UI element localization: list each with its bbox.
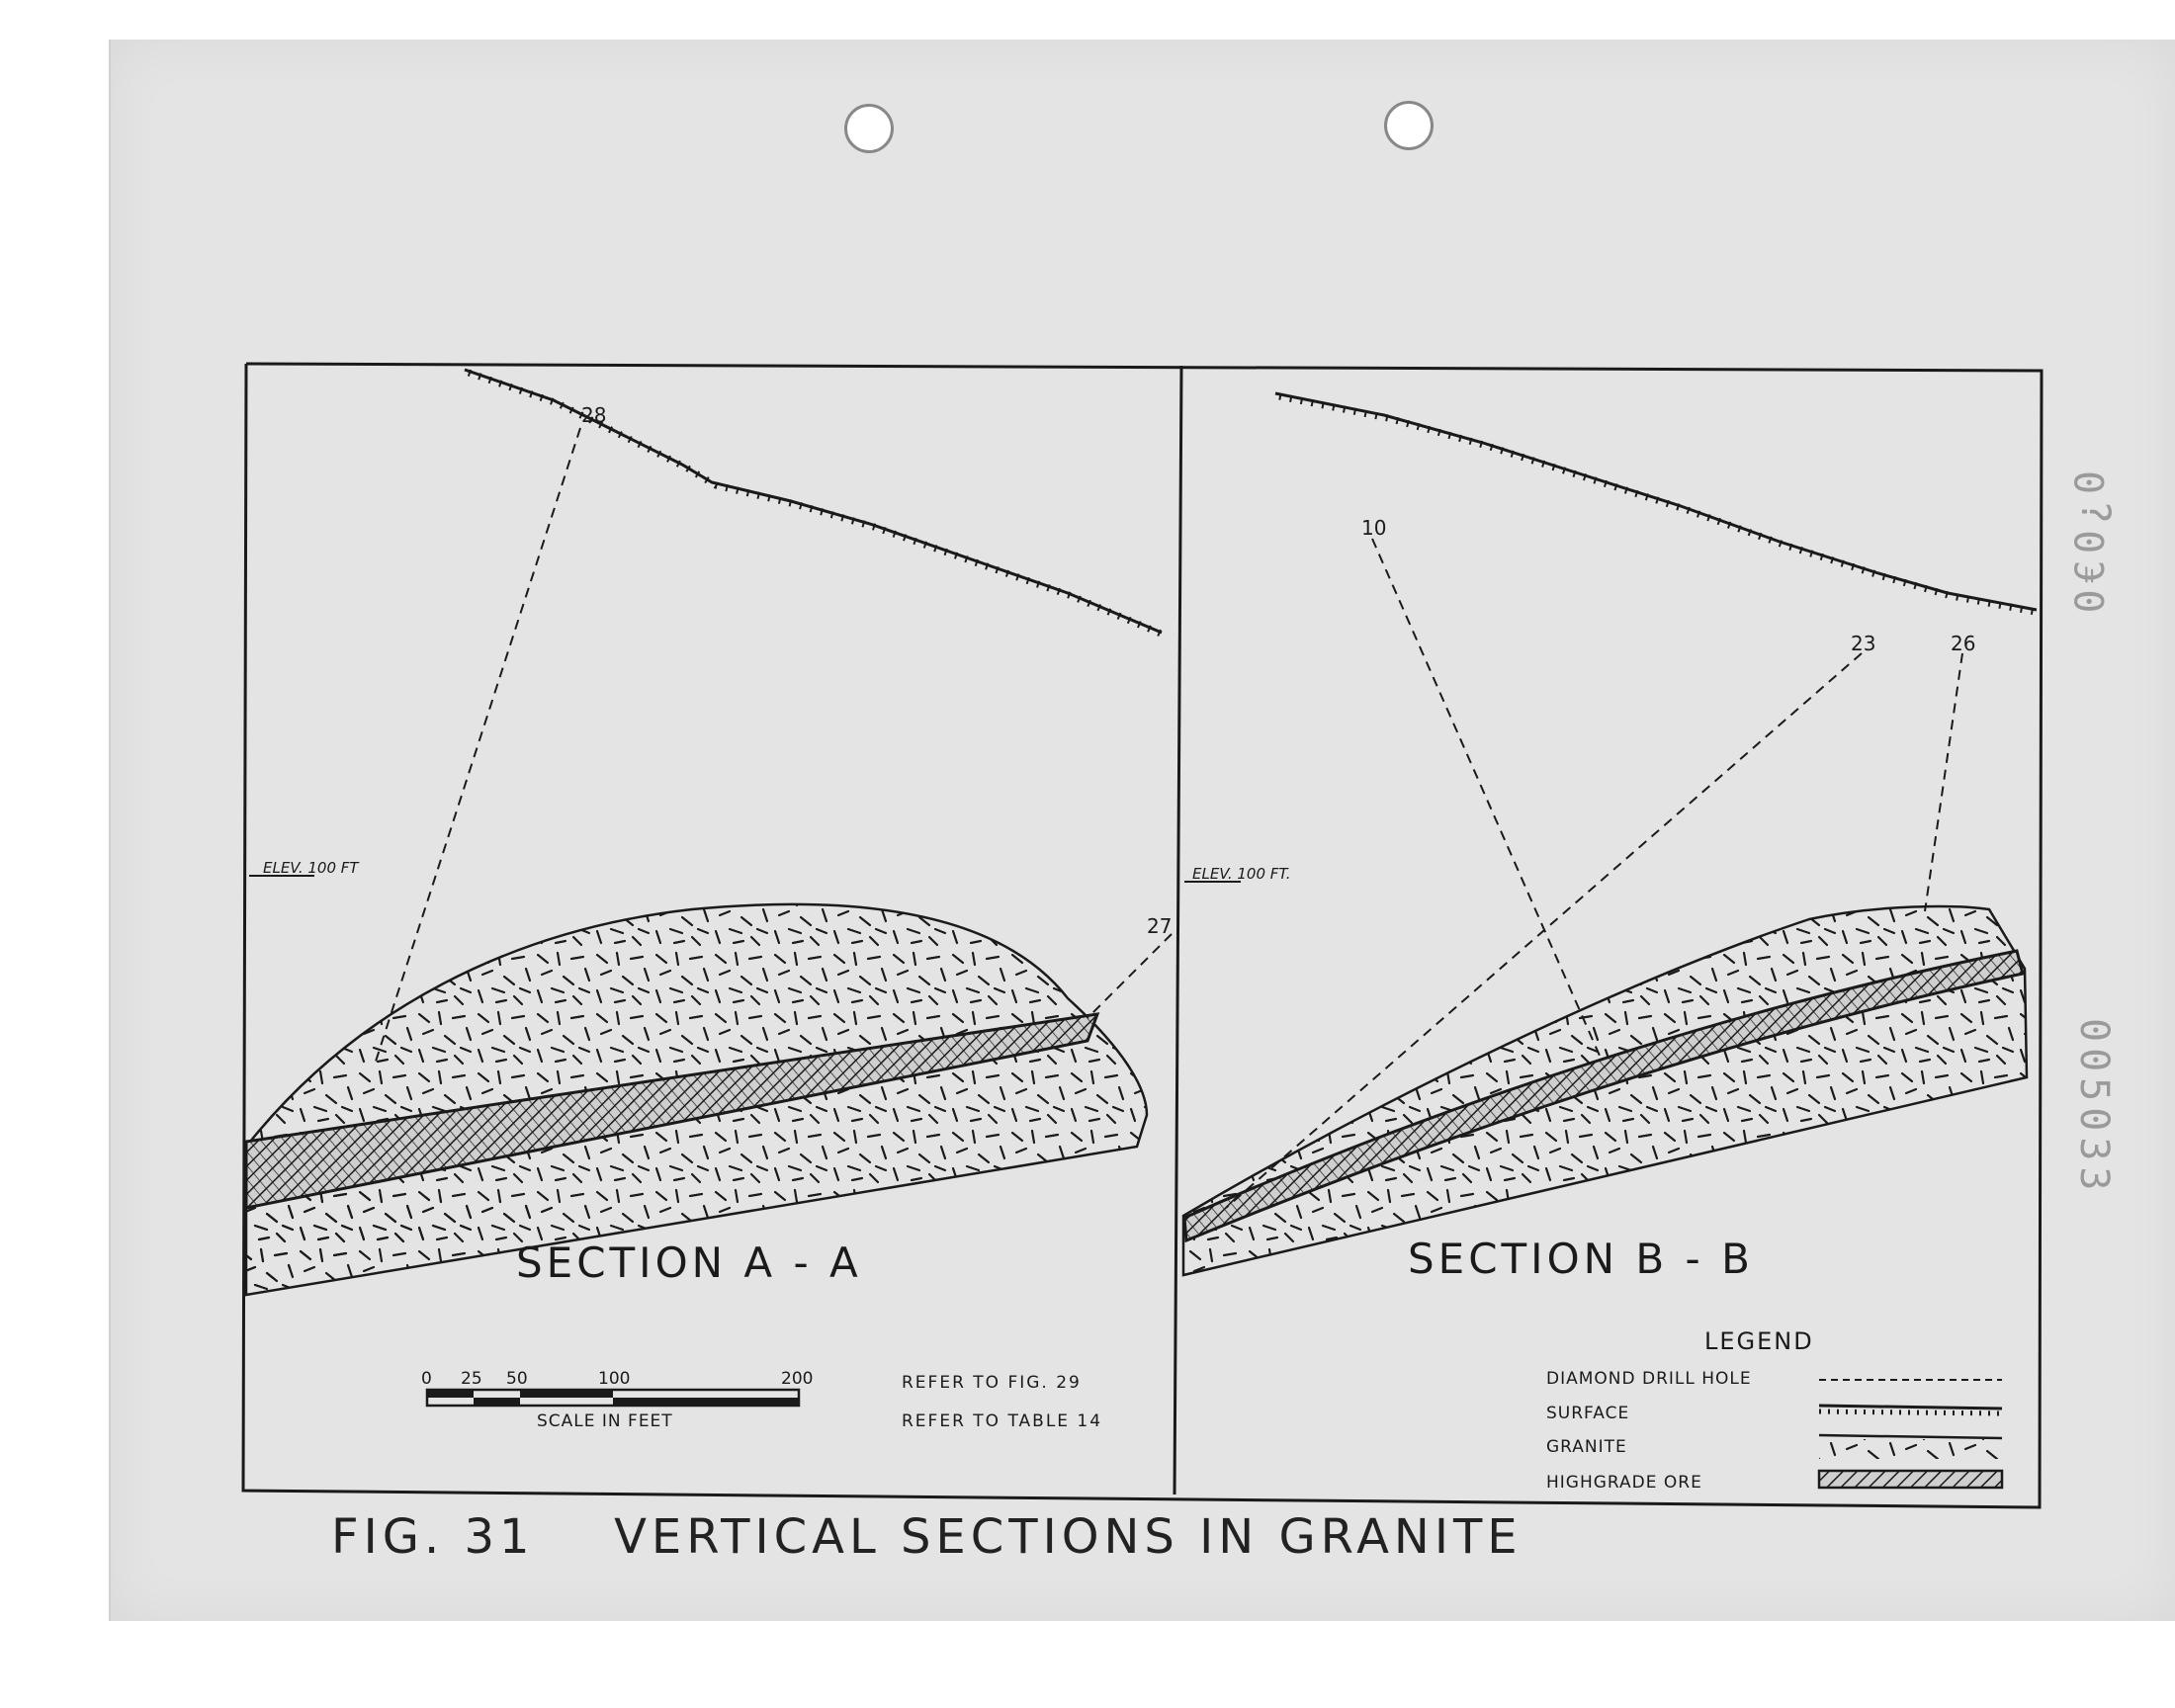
drill-hole-label-28: 28 xyxy=(581,403,607,427)
figure-title: VERTICAL SECTIONS IN GRANITE xyxy=(614,1509,1522,1565)
archive-stamp-number: 005033 xyxy=(2071,1018,2117,1197)
section-b-elevation-label: ELEV. 100 FT. xyxy=(1192,865,1291,883)
section-b-panel xyxy=(1183,393,2041,1283)
drill-hole-10 xyxy=(1372,539,1600,1056)
scale-label: SCALE IN FEET xyxy=(537,1411,673,1431)
panel-divider xyxy=(1174,366,1181,1494)
legend-symbol-surface xyxy=(1819,1406,2002,1413)
drill-hole-label-23: 23 xyxy=(1851,632,1876,655)
legend-label-highgrade-ore: HIGHGRADE ORE xyxy=(1546,1473,1702,1493)
legend-title: LEGEND xyxy=(1704,1327,1814,1355)
legend-label-granite: GRANITE xyxy=(1546,1437,1627,1457)
section-a-panel xyxy=(246,370,1172,1295)
drill-hole-26 xyxy=(1925,653,1962,911)
scale-tick-0: 0 xyxy=(421,1369,432,1389)
legend-symbol-highgrade-ore xyxy=(1819,1471,2002,1488)
reference-table: REFER TO TABLE 14 xyxy=(902,1411,1103,1431)
legend xyxy=(1546,1327,2002,1493)
reference-figure: REFER TO FIG. 29 xyxy=(902,1373,1082,1393)
figure-number: FIG. 31 xyxy=(331,1509,535,1565)
section-b-title: SECTION B - B xyxy=(1408,1235,1754,1283)
drill-hole-label-26: 26 xyxy=(1951,632,1976,655)
section-b-granite xyxy=(1183,906,2027,1275)
scale-tick-100: 100 xyxy=(598,1369,631,1389)
section-a-title: SECTION A - A xyxy=(516,1238,862,1287)
section-b-surface xyxy=(1275,393,2041,613)
scale-tick-50: 50 xyxy=(506,1369,528,1389)
figure-caption xyxy=(331,1509,1522,1565)
drill-hole-label-27: 27 xyxy=(1147,914,1173,938)
drill-hole-27 xyxy=(1088,934,1172,1018)
section-a-surface xyxy=(465,370,1166,636)
scale-bar xyxy=(421,1369,813,1431)
legend-label-drill-hole: DIAMOND DRILL HOLE xyxy=(1546,1369,1752,1389)
scale-tick-25: 25 xyxy=(461,1369,482,1389)
legend-label-surface: SURFACE xyxy=(1546,1404,1630,1423)
section-a-elevation-label: ELEV. 100 FT xyxy=(263,859,359,877)
legend-symbol-granite xyxy=(1819,1435,2002,1459)
archive-stamp-top: 0€0¿0 xyxy=(2068,465,2114,614)
drill-hole-label-10: 10 xyxy=(1361,516,1387,540)
scale-tick-200: 200 xyxy=(781,1369,814,1389)
